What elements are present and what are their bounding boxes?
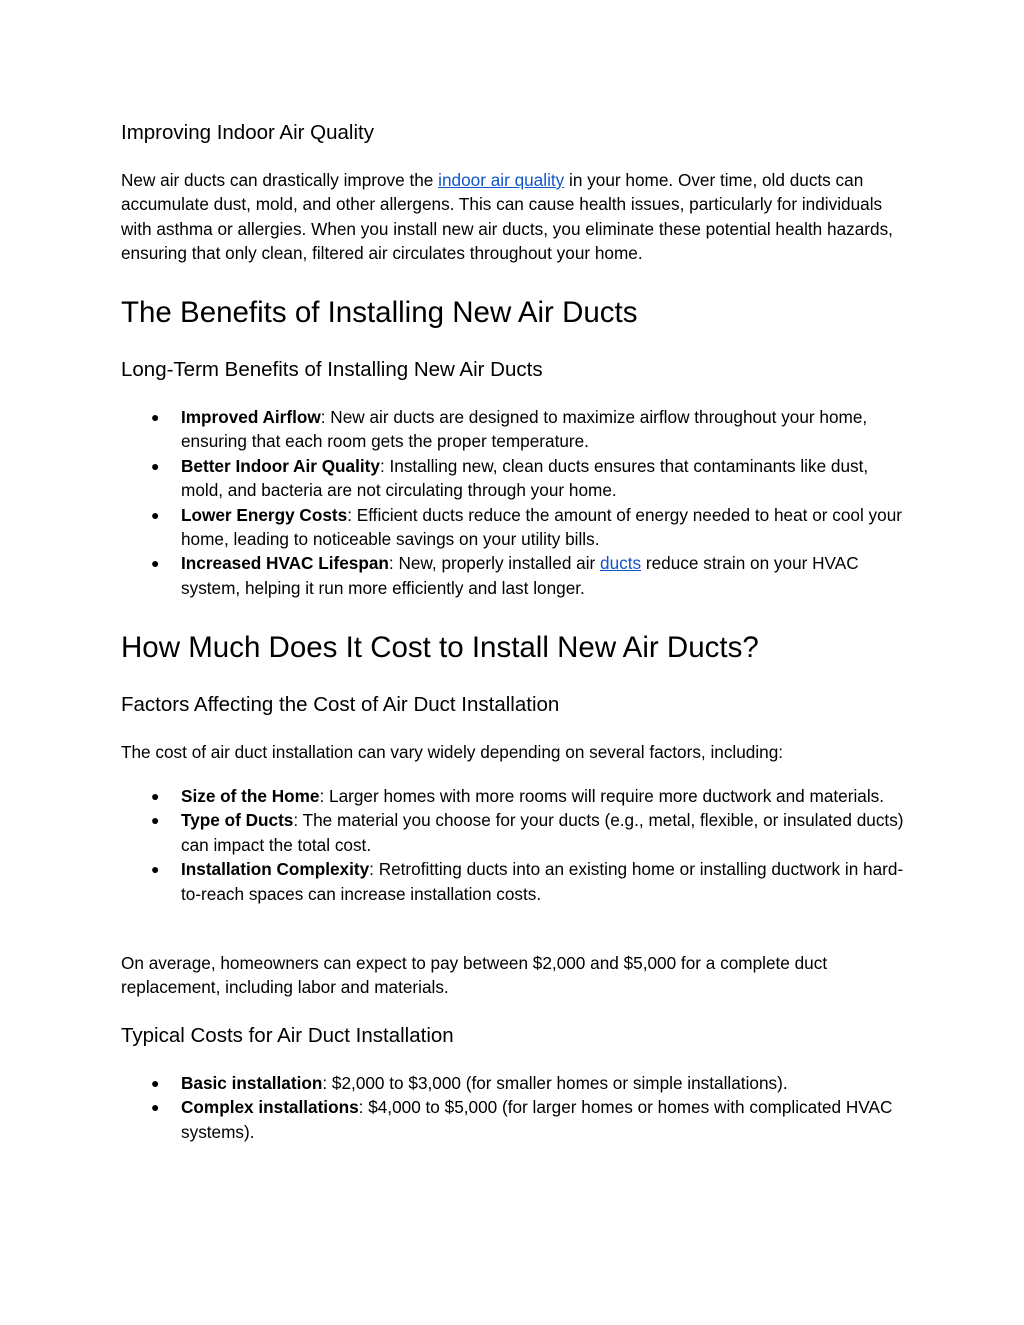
heading-improving-indoor-air-quality: Improving Indoor Air Quality xyxy=(121,121,374,144)
bullet-text: : $4,000 to $5,000 (for larger homes or homes with complicated HVAC systems). xyxy=(181,1097,893,1142)
bullet-icon: ● xyxy=(151,1099,160,1116)
bullet-icon: ● xyxy=(151,555,160,572)
list-item xyxy=(121,857,906,906)
list-cost-factors xyxy=(121,784,906,906)
bullet-term: Type of Ducts xyxy=(181,810,294,831)
bullet-term: Size of the Home xyxy=(181,786,320,806)
bullet-text: : $2,000 to $3,000 (for smaller homes or simple installations). xyxy=(322,1073,788,1093)
bullet-term: Basic installation xyxy=(181,1073,323,1093)
bullet-term: Installation Complexity xyxy=(181,859,370,880)
list-typical-costs xyxy=(121,1071,906,1144)
list-item xyxy=(121,503,906,552)
paragraph-text: New air ducts can drastically improve the xyxy=(121,170,439,190)
paragraph-indoor-air-quality xyxy=(121,168,906,266)
list-item xyxy=(121,808,906,857)
bullet-text: : New, properly installed air xyxy=(388,553,601,574)
list-item xyxy=(121,784,906,808)
bullet-icon: ● xyxy=(151,861,160,878)
bullet-text: : Installing new, clean ducts ensures that contaminants like dust, mold, and bacteria are not circulating through your home. xyxy=(181,455,869,501)
paragraph-text: in your home. Over time, old ducts can accumulate dust, mold, and other allergens. This can cause health issues, particularly for individuals with asthma or allergies. When you install new air ducts, you eliminate these potential health hazards, ensuring that only clean, filtered air circulates throughout your home. xyxy=(121,170,893,264)
paragraph-cost-intro: The cost of air duct installation can vary widely depending on several factors, including: xyxy=(121,742,784,762)
paragraph-cost-summary: On average, homeowners can expect to pay between $2,000 and $5,000 for a complete duct replacement, including labor and materials. xyxy=(121,953,828,998)
bullet-icon: ● xyxy=(151,812,160,829)
bullet-text: : Larger homes with more rooms will require more ductwork and materials. xyxy=(319,786,885,806)
heading-long-term-benefits: Long-Term Benefits of Installing New Air Ducts xyxy=(121,358,543,381)
bullet-term: Complex installations xyxy=(181,1097,359,1118)
bullet-term: Lower Energy Costs xyxy=(181,504,348,525)
bullet-term: Better Indoor Air Quality xyxy=(181,455,380,476)
link-ducts[interactable]: ducts xyxy=(600,553,642,574)
heading-cost-factors: Factors Affecting the Cost of Air Duct Installation xyxy=(121,693,560,716)
list-item xyxy=(121,405,906,454)
link-indoor-air-quality[interactable]: indoor air quality xyxy=(438,170,565,190)
bullet-text: : Efficient ducts reduce the amount of energy needed to heat or cool your home, leading to noticeable savings on your utility bills. xyxy=(181,504,902,550)
bullet-text: reduce strain on your HVAC system, helping it run more efficiently and last longer. xyxy=(181,553,859,598)
bullet-text: : The material you choose for your ducts (e.g., metal, flexible, or insulated ducts) can impact the total cost. xyxy=(181,810,904,855)
title-benefits: The Benefits of Installing New Air Ducts xyxy=(121,296,638,329)
list-item xyxy=(121,454,906,503)
list-item xyxy=(121,1071,906,1095)
list-benefits xyxy=(121,405,906,600)
bullet-term: Improved Airflow xyxy=(181,407,321,427)
bullet-icon: ● xyxy=(151,457,160,474)
bullet-icon: ● xyxy=(151,409,160,425)
heading-typical-costs: Typical Costs for Air Duct Installation xyxy=(121,1024,454,1047)
bullet-text: : New air ducts are designed to maximize airflow throughout your home, ensuring that each room gets the proper temperature. xyxy=(181,407,868,452)
bullet-text: : Retrofitting ducts into an existing home or installing ductwork in hard-to-reach spaces can increase installation costs. xyxy=(181,859,904,904)
list-item xyxy=(121,1095,906,1144)
bullet-icon: ● xyxy=(151,1075,160,1091)
bullet-term: Increased HVAC Lifespan xyxy=(181,553,389,574)
title-cost: How Much Does It Cost to Install New Air Ducts? xyxy=(121,631,759,664)
list-item xyxy=(121,551,906,600)
bullet-icon: ● xyxy=(151,788,160,804)
bullet-icon: ● xyxy=(151,506,160,523)
